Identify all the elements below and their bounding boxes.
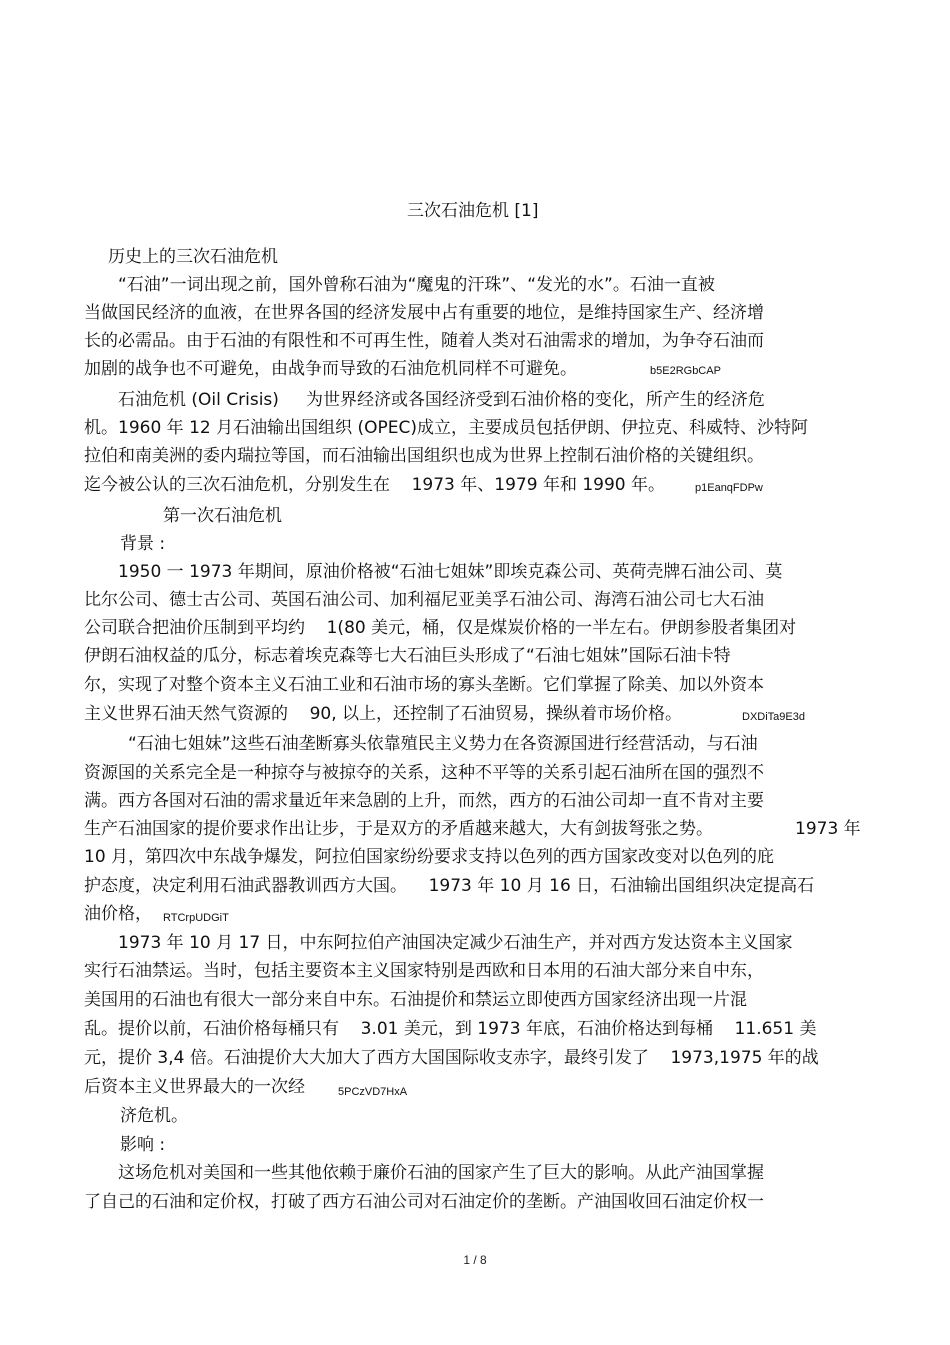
paragraph-line: 乱。提价以前，石油价格每桶只有 3.01 美元，到 1973 年底，石油价格达到每桶 11.651 美	[84, 1019, 817, 1039]
paragraph-line: 加剧的战争也不可避免，由战争而导致的石油危机同样不可避免。	[84, 359, 577, 379]
paragraph-line: 油价格，	[84, 904, 152, 924]
paragraph-line: 石油危机 (Oil Crisis) 为世界经济或各国经济受到石油价格的变化，所产生的经济危	[118, 390, 765, 410]
paragraph-line: 美国用的石油也有很大一部分来自中东。石油提价和禁运立即使西方国家经济出现一片混	[84, 990, 747, 1010]
section-heading: 第一次石油危机	[163, 506, 282, 526]
doc-code: RTCrpUDGiT	[163, 912, 229, 924]
paragraph-line: 10 月，第四次中东战争爆发，阿拉伯国家纷纷要求支持以色列的西方国家改变对以色列的庇	[84, 847, 775, 867]
paragraph-line: 1973 年 10 月 17 日，中东阿拉伯产油国决定减少石油生产，并对西方发达资本主义国家	[118, 933, 793, 953]
page-number: 1 / 8	[463, 1253, 487, 1267]
paragraph-line: 1950 一 1973 年期间，原油价格被“石油七姐妹”即埃克森公司、英荷壳牌石油公司、莫	[118, 562, 783, 582]
subsection-label: 背景 :	[120, 534, 166, 554]
paragraph-line: 迄今被公认的三次石油危机，分别发生在 1973 年、1979 年和 1990 年。	[84, 475, 666, 495]
paragraph-line: 护态度，决定利用石油武器教训西方大国。 1973 年 10 月 16 日，石油输出国组织决定提高石	[84, 876, 815, 896]
paragraph-line: 机。1960 年 12 月石油输出国组织 (OPEC)成立，主要成员包括伊朗、伊拉克、科威特、沙特阿	[84, 418, 809, 438]
paragraph-line: 尔，实现了对整个资本主义石油工业和石油市场的寡头垄断。它们掌握了除美、加以外资本	[84, 675, 764, 695]
section-heading: 历史上的三次石油危机	[108, 247, 278, 267]
paragraph-line: 当做国民经济的血液，在世界各国的经济发展中占有重要的地位，是维持国家生产、经济增	[84, 303, 764, 323]
paragraph-line: 主义世界石油天然气资源的 90, 以上，还控制了石油贸易，操纵着市场价格。	[84, 704, 683, 724]
paragraph-line: 生产石油国家的提价要求作出让步，于是双方的矛盾越来越大，大有剑拔弩张之势。	[84, 819, 713, 839]
paragraph-line: 元，提价 3,4 倍。石油提价大大加大了西方大国国际收支赤字，最终引发了 1973,1975 年的战	[84, 1048, 819, 1068]
paragraph-line-tail: 1973 年	[795, 819, 861, 839]
document-title: 三次石油危机 [1]	[407, 201, 539, 221]
paragraph-line: 后资本主义世界最大的一次经	[84, 1077, 305, 1097]
paragraph-line: 这场危机对美国和一些其他依赖于廉价石油的国家产生了巨大的影响。从此产油国掌握	[118, 1163, 764, 1183]
paragraph-line: 实行石油禁运。当时，包括主要资本主义国家特别是西欧和日本用的石油大部分来自中东，	[84, 961, 764, 981]
paragraph-line: 了自己的石油和定价权，打破了西方石油公司对石油定价的垄断。产油国收回石油定价权一	[84, 1192, 764, 1212]
paragraph-line: 比尔公司、德士古公司、英国石油公司、加利福尼亚美孚石油公司、海湾石油公司七大石油	[84, 590, 764, 610]
doc-code: b5E2RGbCAP	[650, 365, 721, 377]
paragraph-line: “石油”一词出现之前，国外曾称石油为“魔鬼的汗珠”、“发光的水”。石油一直被	[118, 275, 715, 295]
paragraph-line: 济危机。	[120, 1106, 188, 1126]
doc-code: DXDiTa9E3d	[742, 711, 805, 723]
paragraph-line: 伊朗石油权益的瓜分，标志着埃克森等七大石油巨头形成了“石油七姐妹”国际石油卡特	[84, 646, 731, 666]
doc-code: p1EanqFDPw	[695, 482, 763, 494]
doc-code: 5PCzVD7HxA	[338, 1086, 408, 1098]
paragraph-line: “石油七姐妹”这些石油垄断寡头依靠殖民主义势力在各资源国进行经营活动，与石油	[128, 734, 758, 754]
paragraph-line: 公司联合把油价压制到平均约 1(80 美元，桶，仅是煤炭价格的一半左右。伊朗参股者集团对	[84, 618, 797, 638]
paragraph-line: 资源国的关系完全是一种掠夺与被掠夺的关系，这种不平等的关系引起石油所在国的强烈不	[84, 763, 764, 783]
subsection-label: 影响 :	[120, 1135, 166, 1155]
paragraph-line: 拉伯和南美洲的委内瑞拉等国，而石油输出国组织也成为世界上控制石油价格的关键组织。	[84, 446, 764, 466]
paragraph-line: 满。西方各国对石油的需求量近年来急剧的上升，而然，西方的石油公司却一直不肯对主要	[84, 791, 764, 811]
paragraph-line: 长的必需品。由于石油的有限性和不可再生性，随着人类对石油需求的增加，为争夺石油而	[84, 331, 764, 351]
